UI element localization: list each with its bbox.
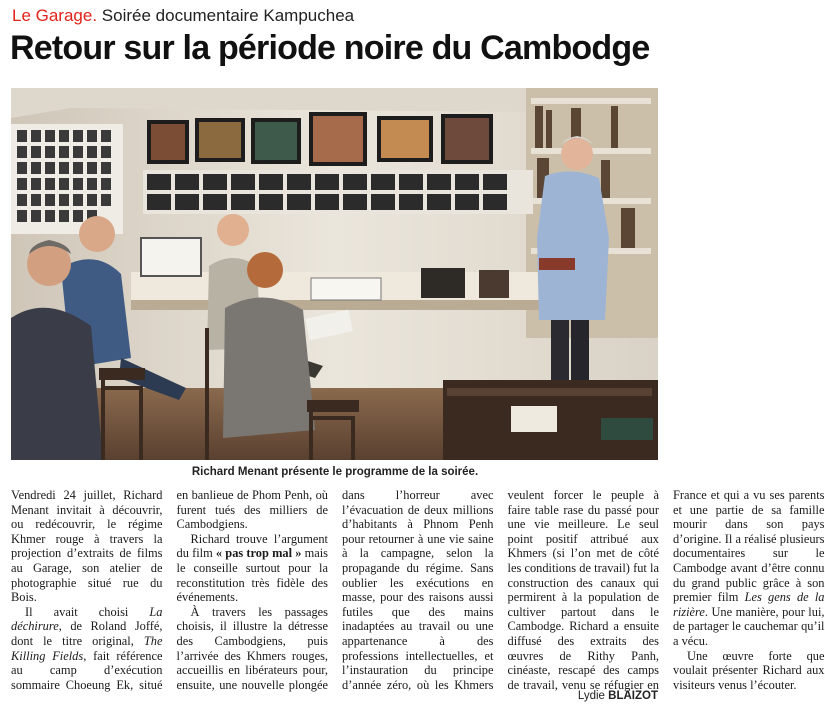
article-kicker — [12, 6, 354, 26]
author-last-name: BLAIZOT — [608, 690, 658, 702]
film-title: The Killing Fields — [11, 633, 163, 663]
film-title: La déchirure — [11, 604, 163, 634]
paragraph-text: Il avait choisi — [25, 604, 150, 619]
paragraph-text: , de Roland Joffé, dont le titre original, — [11, 619, 163, 648]
kicker-subtitle: Soirée documentaire Kampuchea — [101, 6, 355, 25]
author-first-name: Lydie — [577, 690, 605, 702]
paragraph-text: , fait référence au camp d’exécution sommaire Choeung Ek, situé en banlieue de Phom Penh, où furent tués des milliers de Cambodgiens. — [11, 488, 328, 692]
article-headline: Retour sur la période noire du Cambodge — [10, 29, 650, 67]
byline — [578, 690, 658, 702]
quote: « pas trop mal » — [215, 546, 302, 561]
article-photo — [11, 88, 658, 460]
paragraph-text: Richard trouve l’argument du film — [176, 531, 328, 561]
rubric-label: Le Garage. — [12, 6, 98, 25]
paragraph-text: mais le conseille surtout pour la reconstitution très fidèle des événements. — [176, 546, 329, 605]
paragraph-text: . Une manière, pour lui, de partager le cauchemar qu’il a vécu. — [673, 604, 825, 648]
photo-caption: Richard Menant présente le programme de la soirée. — [191, 466, 479, 478]
paragraph: Vendredi 24 juillet, Richard Menant invitait à découvrir, ou redécouvrir, le régime Khmer rouge à travers la projection d’extraits de films au Garage, son atelier de photographie situé rue du Bois. — [11, 488, 163, 605]
paragraph-text: À travers les passages choisis, il illustre la détresse des Cambodgiens, puis l’arrivée des Khmers rouges, accueillis en libérateurs pour, ensuite, une nouvelle plongée dans l’horreur avec l’évacuation de deux millions d’habitants à Phnom Penh pour retourner à une vie saine à la campagne, selon la propagande du régime. Sans oublier les exécutions en masse, pour des raisons aussi futiles que des mains inadaptées au travail ou une appartenance à des professions intellectuelles, et l’instauration du principe d’année zéro, où les Khmers veulent forcer le peuple à faire table rase du passé pour une vie meilleure. Le seul point positif attribué aux Khmers (si l’on met de côté les conditions de travail) fut la construction des canaux qui permirent à la population de cultiver partout dans le Cambodge. Richard a ensuite diffusé des extraits des œuvres de Rithy Panh, cinéaste, rescapé des camps de travail, venu se réfugier en France et qui a vu ses parents et une partie de sa famille mourir dans son pays d’origine. Il a réalisé plusieurs documentaires sur le Cambodge avant d’être connu du grand public grâce à son premier film — [176, 488, 825, 692]
paragraph: Une œuvre forte que voulait présenter Richard aux visiteurs venus l’écouter. — [673, 648, 825, 692]
film-title: Les gens de la rizière — [673, 590, 825, 619]
article-body — [11, 488, 825, 702]
paragraph — [177, 532, 329, 605]
